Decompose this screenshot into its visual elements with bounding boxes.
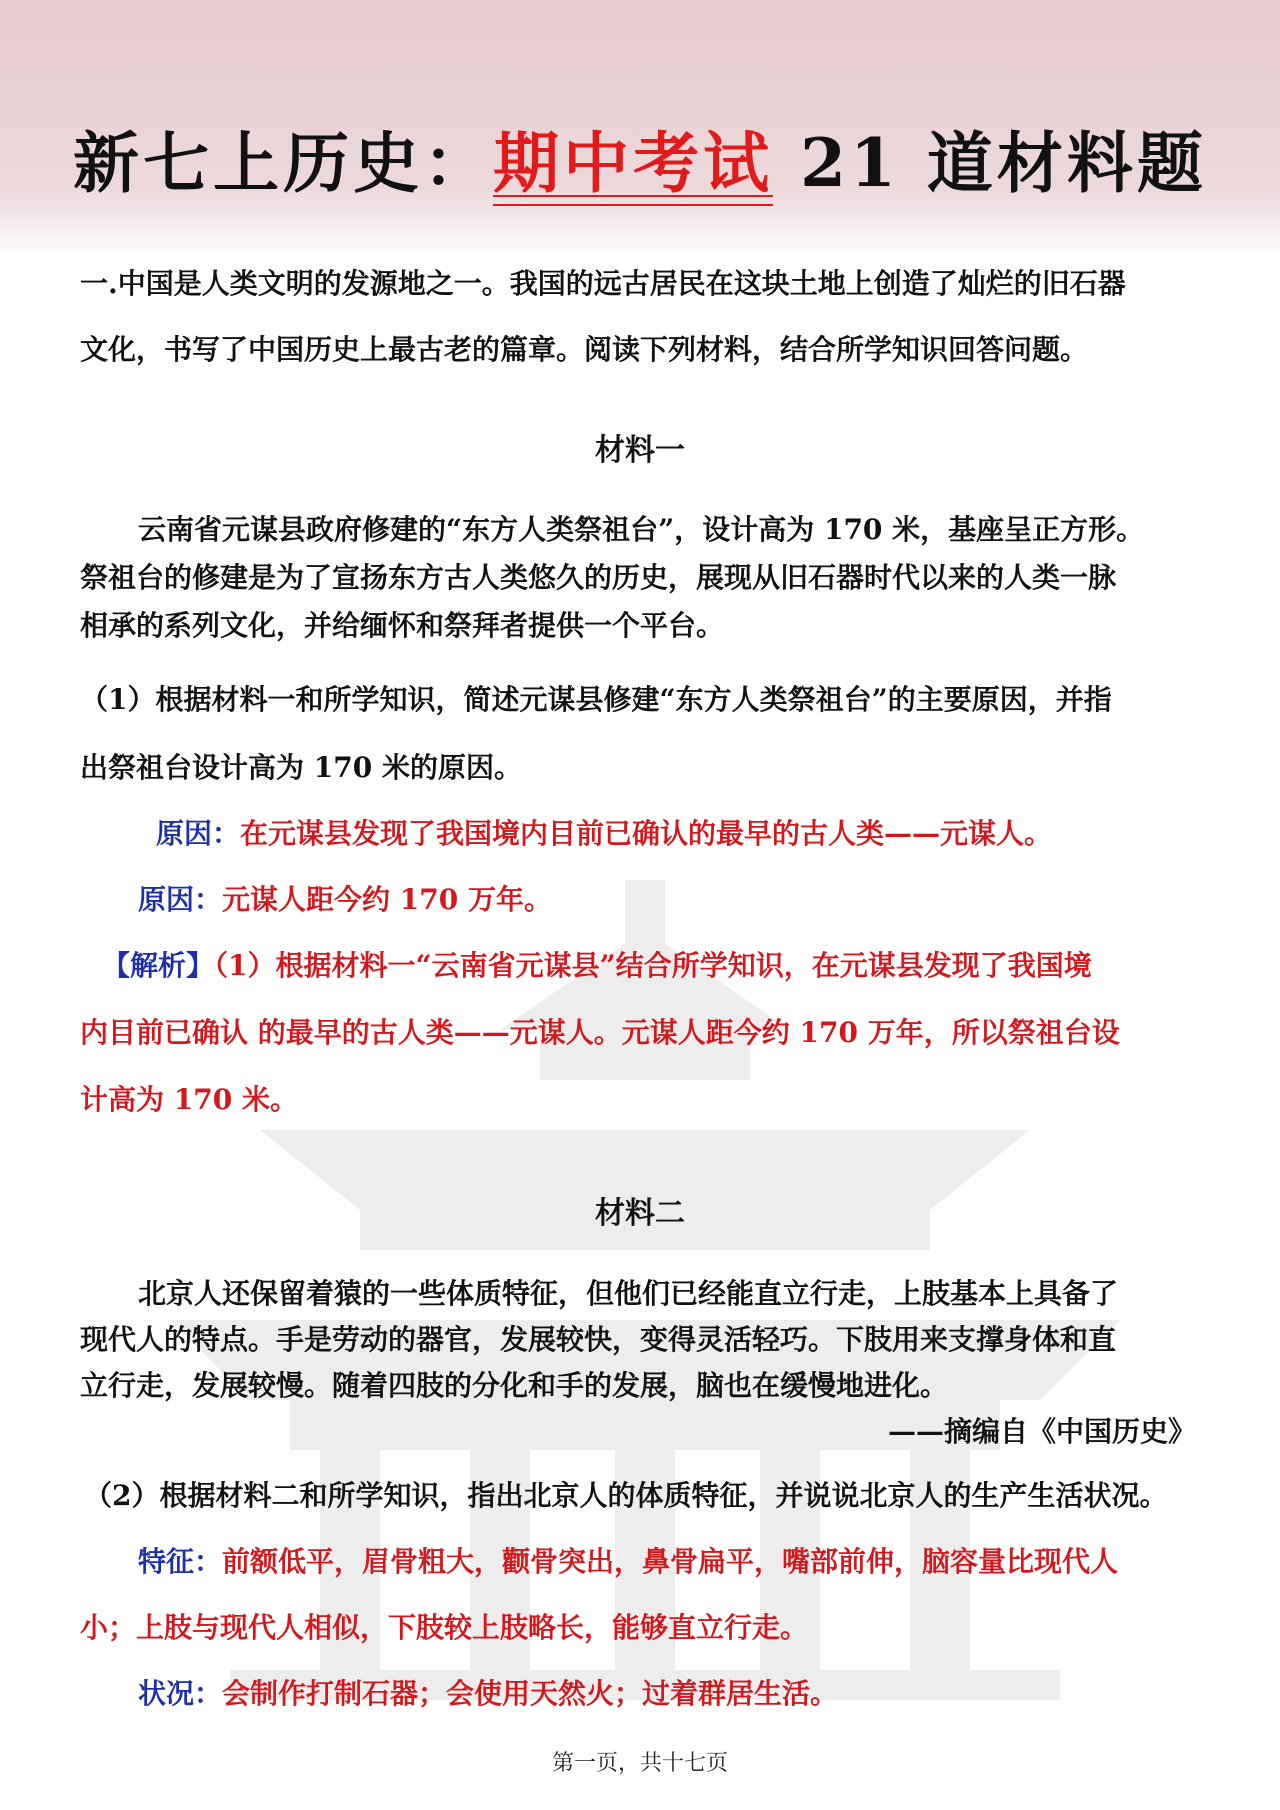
answer1-text-1: 在元谋县发现了我国境内目前已确认的最早的古人类——元谋人。 bbox=[240, 817, 1053, 850]
page-footer: 第一页，共十七页 bbox=[551, 1751, 728, 1776]
material2-heading: 材料二 bbox=[595, 1196, 685, 1231]
material1-line-3: 相承的系列文化，并给缅怀和祭拜者提供一个平台。 bbox=[80, 609, 725, 642]
material1-heading: 材料一 bbox=[595, 433, 685, 468]
material2-line-2: 现代人的特点。手是劳动的器官，发展较快，变得灵活轻巧。下肢用来支撑身体和直 bbox=[80, 1323, 1117, 1356]
answer2-label-1: 特征： bbox=[138, 1545, 223, 1578]
intro-line-2: 文化，书写了中国历史上最古老的篇章。阅读下列材料，结合所学知识回答问题。 bbox=[80, 333, 1089, 366]
analysis1-line-3: 计高为 170 米。 bbox=[80, 1083, 298, 1116]
answer1-row-2 bbox=[138, 878, 1258, 918]
title-part2: 21 道材料题 bbox=[773, 124, 1207, 202]
answer1-text-2: 元谋人距今约 170 万年。 bbox=[222, 883, 552, 916]
material2-line-3: 立行走，发展较慢。随着四肢的分化和手的发展，脑也在缓慢地进化。 bbox=[80, 1369, 949, 1402]
analysis1-row-1 bbox=[102, 944, 1222, 984]
answer2-text-1b: 小；上肢与现代人相似，下肢较上肢略长，能够直立行走。 bbox=[80, 1611, 809, 1644]
question2-line-1: （2）根据材料二和所学知识，指出北京人的体质特征，并说说北京人的生产生活状况。 bbox=[84, 1479, 1168, 1512]
question1-line-1: （1）根据材料一和所学知识，简述元谋县修建“东方人类祭祖台”的主要原因，并指 bbox=[80, 683, 1112, 716]
answer2-row-2 bbox=[138, 1672, 1258, 1712]
answer2-text-2: 会制作打制石器；会使用天然火；过着群居生活。 bbox=[222, 1677, 839, 1710]
title-part1: 新七上历史： bbox=[73, 124, 494, 202]
material1-line-2: 祭祖台的修建是为了宣扬东方古人类悠久的历史，展现从旧石器时代以来的人类一脉 bbox=[80, 561, 1117, 594]
question1-line-2: 出祭祖台设计高为 170 米的原因。 bbox=[80, 751, 522, 784]
intro-line-1: 一.中国是人类文明的发源地之一。我国的远古居民在这块土地上创造了灿烂的旧石器 bbox=[80, 267, 1126, 300]
material2-source: ——摘编自《中国历史》 bbox=[887, 1415, 1196, 1448]
page-title bbox=[0, 118, 1280, 208]
analysis1-line-1: （1）根据材料一“云南省元谋县”结合所学知识，在元谋县发现了我国境 bbox=[214, 949, 1092, 982]
answer2-row-1 bbox=[138, 1540, 1258, 1580]
material1-line-1: 云南省元谋县政府修建的“东方人类祭祖台”，设计高为 170 米，基座呈正方形。 bbox=[138, 513, 1145, 546]
answer1-label-1: 原因： bbox=[156, 817, 241, 850]
answer1-label-2: 原因： bbox=[138, 883, 223, 916]
analysis-label: 【解析】 bbox=[102, 949, 215, 982]
title-highlight: 期中考试 bbox=[493, 118, 773, 208]
answer2-label-2: 状况： bbox=[138, 1677, 223, 1710]
answer1-row-1 bbox=[156, 812, 1276, 852]
answer2-text-1: 前额低平，眉骨粗大，颧骨突出，鼻骨扁平，嘴部前伸，脑容量比现代人 bbox=[222, 1545, 1119, 1578]
material2-line-1: 北京人还保留着猿的一些体质特征，但他们已经能直立行走，上肢基本上具备了 bbox=[138, 1277, 1119, 1310]
analysis1-line-2: 内目前已确认 的最早的古人类——元谋人。元谋人距今约 170 万年，所以祭祖台设 bbox=[80, 1016, 1120, 1049]
